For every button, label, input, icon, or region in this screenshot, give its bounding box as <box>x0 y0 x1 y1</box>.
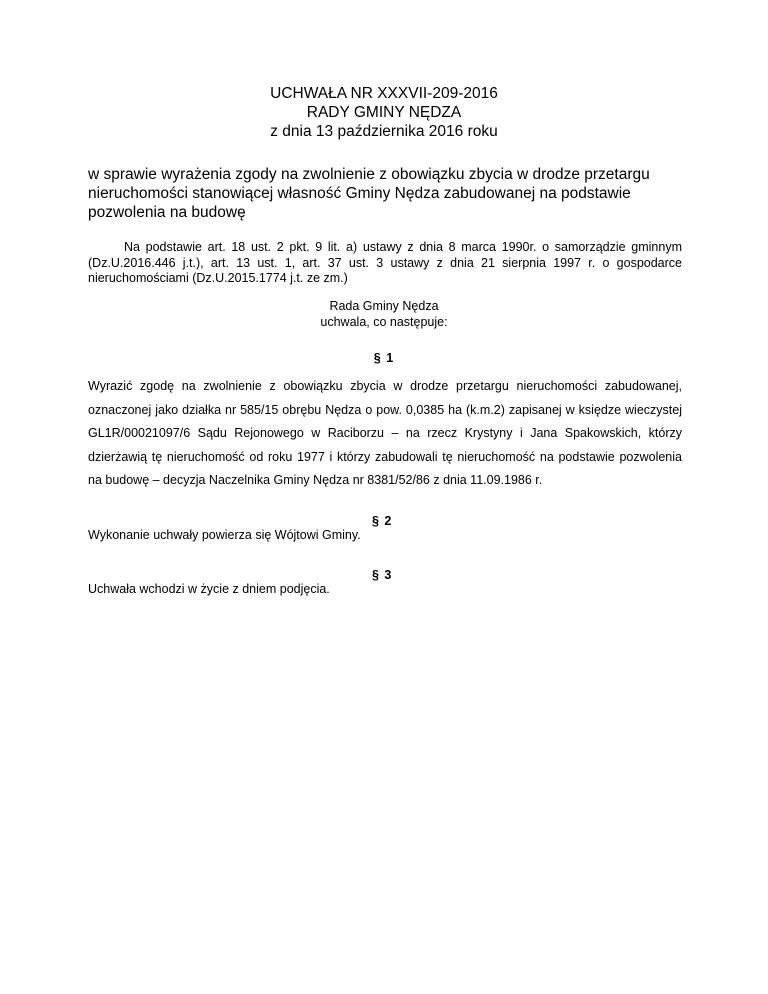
section-1-body: Wyrazić zgodę na zwolnienie z obowiązku zbycia w drodze przetargu nieruchomości zabudowanej, oznaczonej jako działka nr 585/15 obrębu Nędza o pow. 0,0385 ha (k.m.2) zapisanej w księdze wieczystej GL1R/00021097/6 Sądu Rejonowego w Raciborzu – na rzecz Krystyny i Jana Spakowskich, którzy dzierżawią tę nieruchomość od roku 1977 i którzy zabudowali tę nieruchomość na podstawie pozwolenia na budowę – decyzja Naczelnika Gminy Nędza nr 8381/52/86 z dnia 11.09.1986 r. <box>88 379 682 487</box>
resolves-line: uchwala, co następuje: <box>320 314 448 329</box>
council-resolves-block <box>0 299 768 330</box>
section-3-title: § 3 <box>372 568 393 582</box>
legal-basis-paragraph: Na podstawie art. 18 ust. 2 pkt. 9 lit. a) ustawy z dnia 8 marca 1990r. o samorządzie gminnym (Dz.U.2016.446 j.t.), art. 13 ust. 1, art. 37 ust. 3 ustawy z dnia 21 sierpnia 1997 r. o gospodarce nieruchomościami (Dz.U.2015.1774 j.t. ze zm.) <box>88 240 682 285</box>
council-name-line: Rada Gminy Nędza <box>329 299 439 313</box>
section-2-body: Wykonanie uchwały powierza się Wójtowi Gminy. <box>88 528 361 542</box>
resolution-subject: w sprawie wyrażenia zgody na zwolnienie z obowiązku zbycia w drodze przetargu nieruchomości stanowiącej własność Gminy Nędza zabudowanej na podstawie pozwolenia na budowę <box>88 166 650 221</box>
resolution-date: z dnia 13 października 2016 roku <box>270 123 498 140</box>
section-1-title: § 1 <box>373 351 395 365</box>
council-name: RADY GMINY NĘDZA <box>306 104 462 121</box>
resolution-number: UCHWAŁA NR XXXVII-209-2016 <box>270 85 498 102</box>
section-3-body: Uchwała wchodzi w życie z dniem podjęcia. <box>88 582 330 596</box>
document-header <box>0 84 768 141</box>
section-2-title: § 2 <box>372 514 393 528</box>
